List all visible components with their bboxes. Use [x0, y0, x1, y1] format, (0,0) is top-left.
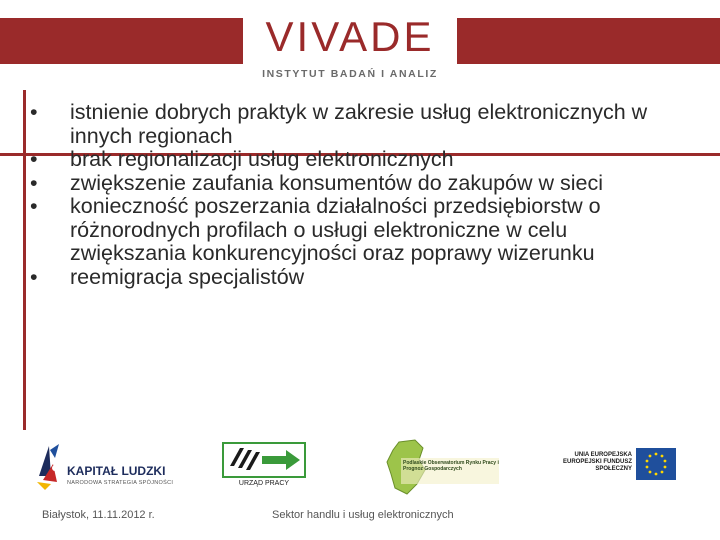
- urzad-pracy-label: URZĄD PRACY: [238, 480, 290, 487]
- bullet-text: brak regionalizacji usług elektronicznych: [70, 147, 454, 171]
- bullet-item: [28, 148, 688, 172]
- bullet-icon: •: [30, 194, 38, 218]
- bullet-icon: •: [30, 170, 38, 195]
- brand-block: [243, 2, 457, 90]
- unia-europejska-logo: [540, 442, 678, 490]
- kapital-ludzki-logo: [35, 440, 185, 496]
- bullet-item: [28, 172, 688, 196]
- unia-europejska-label: UNIA EUROPEJSKA EUROPEJSKI FUNDUSZ SPOŁECZNY: [562, 452, 632, 472]
- bullet-text: zwiększenie zaufania konsumentów do zakupów w sieci: [70, 170, 603, 195]
- bullet-item: [28, 101, 688, 148]
- kapital-ludzki-subtitle: NARODOWA STRATEGIA SPÓJNOŚCI: [67, 480, 174, 486]
- bullet-icon: •: [30, 264, 38, 289]
- bullet-text: istnienie dobrych praktyk w zakresie usług elektronicznych w innych regionach: [70, 100, 648, 148]
- footer-title: Sektor handlu i usług elektronicznych: [272, 509, 454, 521]
- eu-flag-icon: [636, 448, 676, 480]
- obserwatorium-label: Podlaskie Obserwatorium Rynku Pracy i Prognoz Gospodarczych: [403, 460, 499, 472]
- left-vertical-rule: [23, 90, 26, 430]
- kapital-ludzki-icon: [35, 440, 65, 496]
- bullet-list: [28, 101, 688, 289]
- brand-subtitle: INSTYTUT BADAŃ I ANALIZ: [262, 68, 438, 80]
- obserwatorium-logo: [385, 438, 505, 498]
- bullet-text: reemigracja specjalistów: [70, 264, 305, 289]
- bullet-item: [28, 195, 688, 266]
- logo-strip: [0, 432, 720, 502]
- bullet-icon: •: [30, 147, 38, 171]
- slide-content: [28, 101, 688, 289]
- brand-logo: VIVADE: [265, 13, 435, 60]
- bullet-text: konieczność poszerzania działalności przedsiębiorstw o różnorodnych profilach o usługi elektroniczne w celu zwiększania konkurencyjności oraz poprawy wizerunku: [70, 194, 601, 265]
- bullet-item: [28, 266, 688, 290]
- urzad-pracy-logo: [222, 442, 306, 494]
- kapital-ludzki-title: KAPITAŁ LUDZKI: [67, 464, 166, 478]
- bullet-icon: •: [30, 100, 38, 124]
- urzad-pracy-icon: [222, 442, 306, 478]
- footer-date: Białystok, 11.11.2012 r.: [42, 509, 155, 521]
